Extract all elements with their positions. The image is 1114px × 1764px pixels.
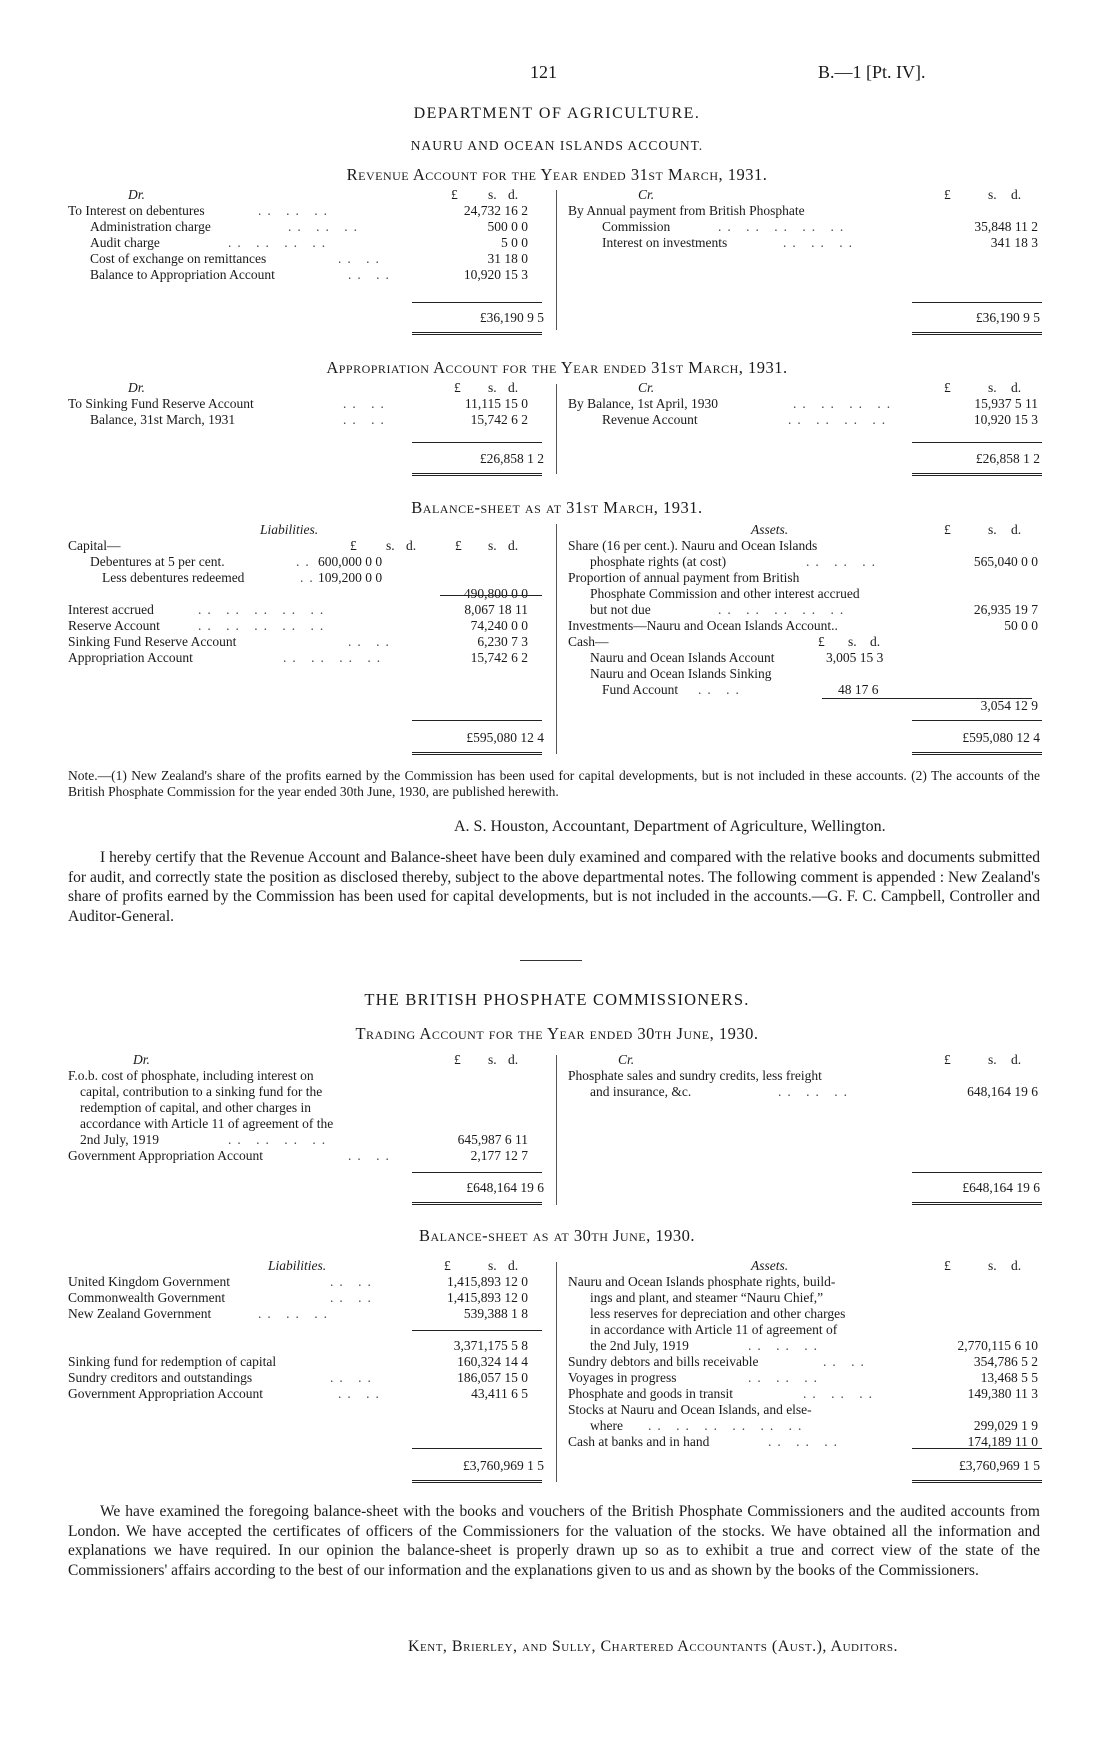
trading-credit-total: £648,164 19 6 bbox=[962, 1180, 1040, 1195]
balance-1931-asset-total: £595,080 12 4 bbox=[962, 730, 1040, 745]
balance-1931-liabilities: Liabilities. £ s. d. £ s. d. Capital— Debentures at 5 per cent. .. 600,000 0 0 Less debentures redeemed .. 109,200 0 0 490,800 0 0 Interest accrued .. .. .. .. .. 8,067 18 11 Reserve Account .. .. .. .. .. 74,240 0 0 Sinking Fund Reserve Account .. .. 6,230 7 3 Appropriation Account .. .. .. .. 15,742 6 2 bbox=[68, 522, 528, 665]
revenue-debit-total: £36,190 9 5 bbox=[479, 310, 544, 325]
note-text: Note.—(1) New Zealand's share of the profits earned by the Commission has been used for capital developments, but is not included in these accounts. (2) The accounts of the British Phosphate Commission for the year ended 30th June, 1930, are published herewith. bbox=[68, 768, 1040, 799]
balance-1930-liabilities: Liabilities. £ s. d. United Kingdom Government .. .. 1,415,893 12 0 Commonwealth Government .. .. 1,415,893 12 0 New Zealand Government .. .. .. 539,388 1 8 3,371,175 5 8 Sinking fund for redemption of capital 160,324 14 4 Sundry creditors and outstandings .. .. 186,057 15 0 Government Appropriation Account .. .. 43,411 6 5 bbox=[68, 1258, 528, 1401]
appropriation-title: Appropriation Account for the Year ended 31st March, 1931. bbox=[326, 358, 788, 377]
department-title: DEPARTMENT OF AGRICULTURE. bbox=[413, 105, 701, 122]
balance-1930-liab-total: £3,760,969 1 5 bbox=[463, 1458, 544, 1473]
appropriation-debit-total: £26,858 1 2 bbox=[479, 451, 544, 466]
trading-debit-side: Dr. £ s. d. F.o.b. cost of phosphate, including interest on capital, contribution to a sinking fund for the redemption of capital, and other charges in accordance with Article 11 of agreement of the 2nd July, 1919 .. .. .. .. 645,987 6 11 Government Appropriation Account .. .. 2,177 12 7 bbox=[68, 1052, 528, 1163]
cr-label: Cr. bbox=[638, 187, 655, 202]
audit-certificate: I hereby certify that the Revenue Account and Balance-sheet have been duly examined and compared with the relative books and documents submitted for audit, and correctly state the position as disclosed thereby, subject to the above departmental notes. The following comment is appended : New Zealand's share of profits earned by the Commission has been used for capital developments, but is not included in the accounts.—G. F. C. Campbell, Controller and Auditor-General. bbox=[68, 849, 1040, 925]
bpc-title: THE BRITISH PHOSPHATE COMMISSIONERS. bbox=[364, 990, 750, 1009]
page-reference: B.—1 [Pt. IV]. bbox=[818, 62, 926, 82]
balance-1930-asset-total: £3,760,969 1 5 bbox=[959, 1458, 1040, 1473]
balance-1930-title: Balance-sheet as at 30th June, 1930. bbox=[419, 1226, 695, 1245]
revenue-credit-side: Cr. £ s. d. By Annual payment from British Phosphate Commission .. .. .. .. .. 35,848 11 2 Interest on investments .. .. .. 341 18 3 bbox=[568, 187, 1038, 250]
auditors-paragraph: We have examined the foregoing balance-sheet with the books and vouchers of the British Phosphate Commissioners and the audited accounts from London. We have accepted the certificates of officers of the Commissioners for the valuation of the stocks. We have obtained all the information and explanations we have required. In our opinion the balance-sheet is properly drawn up so as to exhibit a true and correct view of the state of the Commissioners' affairs according to the best of our information and the explanations given to us and as shown by the books of the Commissioners. bbox=[68, 1503, 1040, 1579]
trading-debit-total: £648,164 19 6 bbox=[466, 1180, 544, 1195]
trading-title: Trading Account for the Year ended 30th June, 1930. bbox=[355, 1024, 759, 1043]
auditors-signature: Kent, Brierley, and Sully, Chartered Accountants (Aust.), Auditors. bbox=[408, 1638, 899, 1655]
appropriation-credit-side: Cr. £ s. d. By Balance, 1st April, 1930 .. .. .. .. 15,937 5 11 Revenue Account .. .. .. .. 10,920 15 3 bbox=[568, 380, 1038, 427]
dr-label: Dr. bbox=[128, 187, 145, 202]
accountant-signature: A. S. Houston, Accountant, Department of Agriculture, Wellington. bbox=[454, 818, 886, 835]
appropriation-debit-side: Dr. £ s. d. To Sinking Fund Reserve Account .. .. 11,115 15 0 Balance, 31st March, 1931 .. .. 15,742 6 2 bbox=[68, 380, 528, 427]
revenue-title: Revenue Account for the Year ended 31st March, 1931. bbox=[346, 165, 768, 184]
balance-1931-assets: Assets. £ s. d. Share (16 per cent.). Nauru and Ocean Islands phosphate rights (at cost) .. .. .. 565,040 0 0 Proportion of annual payment from British Phosphate Commission and other interest accrued but not due .. .. .. .. .. 26,935 19 7 Investments—Nauru and Ocean Islands Account.. 50 0 0 Cash— £ s. d. Nauru and Ocean Islands Account 3,005 15 3 Nauru and Ocean Islands Sinking Fund Account .. .. 48 17 6 3,054 12 9 bbox=[568, 522, 1038, 713]
trading-credit-side: Cr. £ s. d. Phosphate sales and sundry credits, less freight and insurance, &c. .. .. .. 648,164 19 6 bbox=[568, 1052, 1038, 1099]
account-title: NAURU AND OCEAN ISLANDS ACCOUNT. bbox=[410, 138, 704, 153]
revenue-debit-side: Dr. £ s. d. To Interest on debentures .. .. .. 24,732 16 2 Administration charge .. .. .. 500 0 0 Audit charge .. .. .. .. 5 0 0 Cost of exchange on remittances .. .. 31 18 0 Balance to Appropriation Account .. .. 10,920 15 3 bbox=[68, 187, 528, 282]
balance-1931-liab-total: £595,080 12 4 bbox=[466, 730, 544, 745]
revenue-credit-total: £36,190 9 5 bbox=[975, 310, 1040, 325]
page-number: 121 bbox=[530, 62, 557, 82]
appropriation-credit-total: £26,858 1 2 bbox=[975, 451, 1040, 466]
balance-1931-title: Balance-sheet as at 31st March, 1931. bbox=[411, 498, 703, 517]
balance-1930-assets: Assets. £ s. d. Nauru and Ocean Islands phosphate rights, build- ings and plant, and steamer “Nauru Chief,” less reserves for depreciation and other charges in accordance with Article 11 of agreement of the 2nd July, 1919 .. .. .. 2,770,115 6 10 Sundry debtors and bills receivable .. .. 354,786 5 2 Voyages in progress .. .. .. 13,468 5 5 Phosphate and goods in transit .. .. .. 149,380 11 3 Stocks at Nauru and Ocean Islands, and else- where .. .. .. .. .. .. 299,029 1 9 Cash at banks and in hand .. .. .. 174,189 11 0 bbox=[568, 1258, 1038, 1449]
